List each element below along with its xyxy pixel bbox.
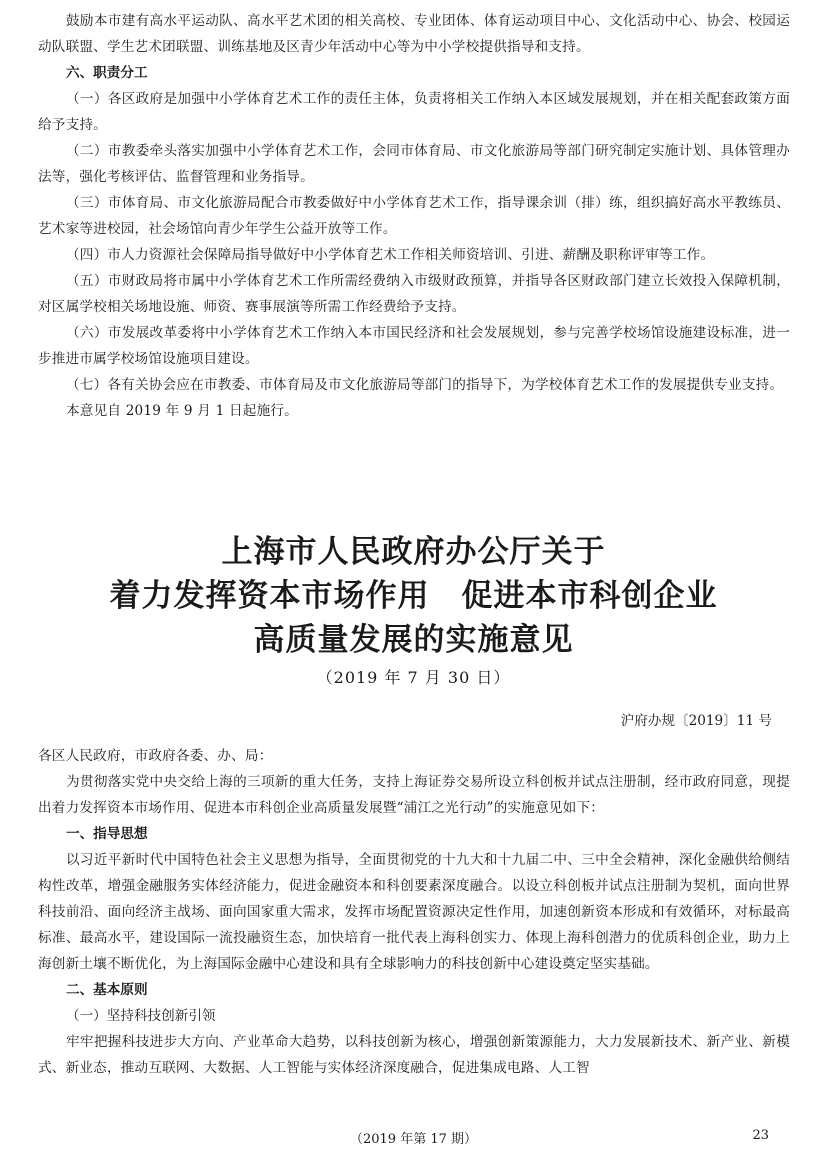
effective-date-line: 本意见自 2019 年 9 月 1 日起施行。 — [66, 403, 298, 419]
body-paragraph-2: 以习近平新时代中国特色社会主义思想为指导，全面贯彻党的十九大和十九届二中、三中全会精神，深化金融供给侧结构性改革，增强金融服务实体经济能力，促进金融资本和科创要素深度融合。以设立科创板并试点注册制为契机，面向世界科技前沿、面向经济主战场、面向国家重大需求，发挥市场配置资源决定性作用，加速创新资本形成和有效循环，对标最高标准、最高水平，建设国际一流投融资生态，加快培育一批代表上海科创实力、体现上海科创潜力的优质科创企业，助力上海创新土壤不断优化，为上海国际金融中心建设和具有全球影响力的科技创新中心建设奠定坚实基础。 — [38, 852, 790, 972]
duty-item-6: （六）市发展改革委将中小学体育艺术工作纳入本市国民经济和社会发展规划，参与完善学校场馆设施建设标准，进一步推进市属学校场馆设施项目建设。 — [38, 325, 790, 367]
body-paragraph-3: 牢牢把握科技进步大方向、产业革命大趋势，以科技创新为核心，增强创新策源能力，大力发展新技术、新产业、新模式、新业态，推动互联网、大数据、人工智能与实体经济深度融合，促进集成电路、人工智 — [38, 1034, 790, 1076]
duty-item-5: （五）市财政局将市属中小学体育艺术工作所需经费纳入市级财政预算，并指导各区财政部门建立长效投入保障机制，对区属学校相关场地设施、师资、赛事展演等所需工作经费给予支持。 — [38, 273, 790, 315]
page-number: 23 — [752, 1128, 769, 1143]
duty-item-4: （四）市人力资源社会保障局指导做好中小学体育艺术工作相关师资培训、引进、薪酬及职称评审等工作。 — [66, 247, 715, 263]
subheading-innovation: （一）坚持科技创新引领 — [66, 1008, 216, 1024]
title-line-3: 高质量发展的实施意见 — [253, 622, 574, 658]
section-heading-duties: 六、职责分工 — [66, 65, 148, 81]
section-heading-guiding: 一、指导思想 — [66, 826, 148, 842]
body-section — [38, 743, 790, 1081]
body-paragraph-1: 为贯彻落实党中央交给上海的三项新的重大任务，支持上海证券交易所设立科创板并试点注册制，经市政府同意，现提出着力发挥资本市场作用、促进本市科创企业高质量发展暨“浦江之光行动”的实施意见如下： — [38, 774, 790, 816]
document-title — [0, 530, 827, 692]
top-section — [38, 8, 790, 424]
section-heading-principles: 二、基本原则 — [66, 982, 148, 998]
duty-item-2: （二）市教委牵头落实加强中小学体育艺术工作，会同市体育局、市文化旅游局等部门研究制定实施计划、具体管理办法等，强化考核评估、监督管理和业务指导。 — [38, 143, 790, 185]
duty-item-1: （一）各区政府是加强中小学体育艺术工作的责任主体，负责将相关工作纳入本区域发展规划，并在相关配套政策方面给予支持。 — [38, 91, 790, 133]
duty-item-3: （三）市体育局、市文化旅游局配合市教委做好中小学体育艺术工作，指导课余训（排）练，组织搞好高水平教练员、艺术家等进校园，社会场馆向青少年学生公益开放等工作。 — [38, 195, 790, 237]
title-line-2: 着力发挥资本市场作用 促进本市科创企业 — [109, 578, 718, 614]
title-date: （2019 年 7 月 30 日） — [316, 668, 511, 687]
issue-label: （2019 年第 17 期） — [349, 1132, 478, 1147]
document-number: 沪府办规〔2019〕11 号 — [620, 713, 772, 729]
duty-item-7: （七）各有关协会应在市教委、市体育局及市文化旅游局等部门的指导下，为学校体育艺术工作的发展提供专业支持。 — [66, 377, 784, 393]
intro-paragraph: 鼓励本市建有高水平运动队、高水平艺术团的相关高校、专业团体、体育运动项目中心、文化活动中心、协会、校园运动队联盟、学生艺术团联盟、训练基地及区青少年活动中心等为中小学校提供指导和支持。 — [38, 13, 790, 55]
recipients-line: 各区人民政府，市政府各委、办、局： — [38, 748, 273, 764]
title-line-1: 上海市人民政府办公厅关于 — [221, 534, 606, 570]
